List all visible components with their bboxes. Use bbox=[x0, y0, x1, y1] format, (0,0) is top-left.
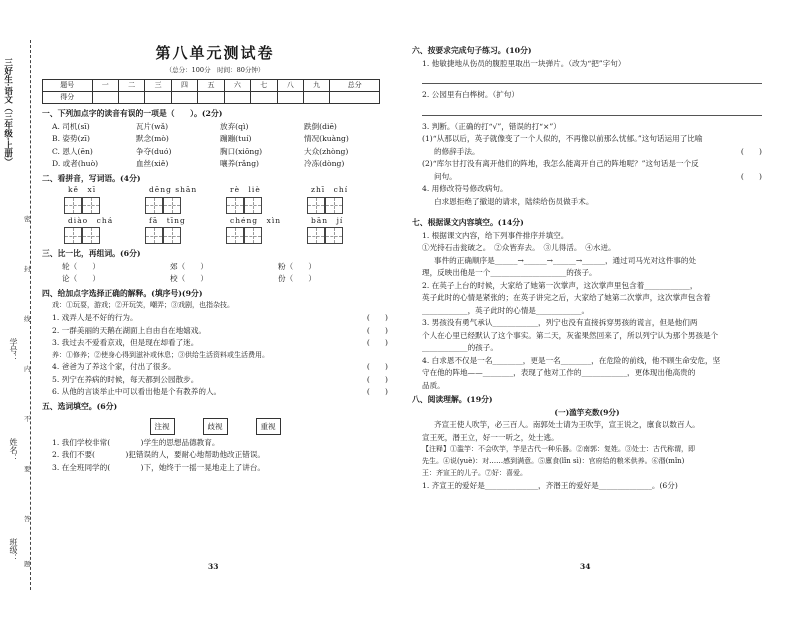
q7-item[interactable]: 2. 在英子上台的时候，大家给了她第一次掌声，这次掌声里包含着____________， bbox=[422, 280, 698, 290]
writing-box[interactable] bbox=[325, 227, 343, 244]
score-header: 三 bbox=[145, 79, 171, 91]
page-title: 第八单元测试卷 bbox=[155, 44, 275, 62]
q6-item: 3. 判断。（正确的打“√”，错误的打“×”） bbox=[422, 121, 561, 131]
answer-paren[interactable]: ( ) bbox=[740, 171, 762, 181]
score-cell[interactable] bbox=[251, 91, 277, 103]
option-cell: 默念(mò) bbox=[136, 134, 169, 144]
q7-text[interactable]: ____________的孩子。 bbox=[422, 343, 498, 353]
q5-item[interactable]: 2. 我们不要( )犯错误的人，要耐心地帮助他改正错误。 bbox=[52, 450, 266, 460]
q1-option-d[interactable] bbox=[42, 159, 388, 168]
item-text: 3. 我过去不爱看京戏，但是现在却看了迷。 bbox=[52, 338, 199, 348]
writing-box[interactable] bbox=[82, 227, 100, 244]
q7-item[interactable]: 3. 男孩没有勇气承认____________，列宁也没有直接拆穿男孩的谎言，但是他们两 bbox=[422, 318, 698, 328]
item-text: 4. 爸爸为了养这个家，付出了很多。 bbox=[52, 362, 176, 372]
option-cell: B. 姿势(zī) bbox=[52, 134, 90, 144]
compare-item[interactable]: 论（ ） bbox=[62, 274, 100, 284]
option-cell: 血丝(xiě) bbox=[136, 159, 169, 169]
passage-title: (一)滥竽充数(9分) bbox=[554, 407, 620, 417]
student-id-field[interactable]: 学号： bbox=[9, 338, 18, 362]
item-text: 2. 一群美丽的天鹅在湖面上自由自在地嬉戏。 bbox=[52, 325, 206, 335]
compare-item[interactable]: 份（ ） bbox=[278, 274, 316, 284]
q4-item bbox=[42, 338, 388, 347]
score-cell[interactable] bbox=[303, 91, 329, 103]
q7-text[interactable]: 事件的正确顺序是______→______→______→______，通过司马光对这件事的处 bbox=[434, 255, 697, 265]
score-cell[interactable] bbox=[198, 91, 224, 103]
seal-char: 密 bbox=[24, 215, 31, 223]
pinyin-row bbox=[42, 216, 388, 244]
option-cell: 争夺(duó) bbox=[136, 146, 172, 156]
passage-note: 【注释】①滥竽：不会吹竽，竽是古代一种乐器。②南郭：复姓。③处士：古代称谓，即 bbox=[422, 445, 695, 454]
pinyin-row bbox=[42, 185, 388, 213]
q7-text[interactable]: 理，反映出他是一个____________________的孩子。 bbox=[422, 268, 597, 278]
q6-judge-text: (1)“从那以后，英子就像变了一个人似的，不再像以前那么忧郁。”这句话运用了比喻 bbox=[422, 134, 703, 144]
left-page bbox=[42, 38, 388, 472]
pinyin-label: kě xī bbox=[68, 185, 97, 195]
spine-title: 三好生·语文（三年级·上册） bbox=[2, 58, 13, 166]
option-cell: 放弃(qì) bbox=[220, 121, 249, 131]
option-cell: C. 恩人(ēn) bbox=[52, 146, 93, 156]
item-text: 6. 从他的言谈举止中可以看出他是个有教养的人。 bbox=[52, 387, 222, 397]
writing-box[interactable] bbox=[64, 197, 82, 214]
class-field[interactable]: 班级： bbox=[9, 538, 18, 562]
option-cell: 瓦片(wǎ) bbox=[136, 121, 169, 131]
answer-paren[interactable]: ( ) bbox=[366, 313, 388, 323]
answer-paren[interactable]: ( ) bbox=[366, 387, 388, 397]
q4-item bbox=[42, 362, 388, 371]
answer-paren[interactable]: ( ) bbox=[740, 146, 762, 156]
writing-box[interactable] bbox=[307, 197, 325, 214]
page-number: 34 bbox=[580, 562, 591, 571]
judge-text: 的修辞手法。 bbox=[434, 146, 480, 156]
writing-box[interactable] bbox=[244, 197, 262, 214]
pinyin-label: chéng xìn bbox=[230, 215, 282, 225]
q1-heading: 一、下列加点字的读音有误的一项是（ ）。(2分) bbox=[42, 108, 223, 118]
q6-sentence[interactable]: 白求恩拒绝了撤退的请求，陆续给伤员做手术。 bbox=[434, 196, 594, 206]
writing-box[interactable] bbox=[64, 227, 82, 244]
q6-item: 2. 公园里有白桦树。（扩句） bbox=[422, 90, 519, 100]
q6-judge-text: (2)“库尔甘打没有离开他们的阵地，我怎么能离开自己的阵地呢？”这句话是一个反 bbox=[422, 159, 699, 169]
score-table bbox=[42, 79, 380, 104]
option-cell: 跌倒(diē) bbox=[304, 121, 337, 131]
pinyin-label: diào chá bbox=[68, 215, 114, 225]
definition-text: 戏：①玩耍，游戏；②开玩笑，嘲弄；③戏剧，也指杂技。 bbox=[52, 301, 234, 310]
score-header: 九 bbox=[303, 79, 329, 91]
q7-events: ①光持石击瓮破之。 ②众皆弃去。 ③儿得活。 ④水迸。 bbox=[422, 243, 616, 253]
writing-box[interactable] bbox=[82, 197, 100, 214]
q4-item bbox=[42, 387, 388, 396]
word-option: 歧视 bbox=[203, 418, 228, 435]
score-row-label: 得分 bbox=[43, 91, 93, 103]
compare-item[interactable]: 校（ ） bbox=[170, 274, 208, 284]
compare-row bbox=[42, 274, 388, 283]
score-cell[interactable] bbox=[92, 91, 118, 103]
answer-paren[interactable]: ( ) bbox=[366, 338, 388, 348]
writing-box[interactable] bbox=[307, 227, 325, 244]
answer-line[interactable] bbox=[422, 104, 762, 116]
word-option: 注视 bbox=[150, 418, 175, 435]
score-header: 一 bbox=[92, 79, 118, 91]
q1-option-a[interactable] bbox=[42, 122, 388, 131]
item-text: 1. 戏弄人是不好的行为。 bbox=[52, 313, 138, 323]
compare-item[interactable]: 粉（ ） bbox=[278, 261, 316, 271]
seal-char: 线 bbox=[24, 315, 31, 323]
q4-item bbox=[42, 375, 388, 384]
option-cell: A. 司机(sī) bbox=[52, 121, 90, 131]
answer-paren[interactable]: ( ) bbox=[366, 374, 388, 384]
q8-question[interactable]: 1. 齐宣王的爱好是______________，齐湣王的爱好是______________。(6分) bbox=[422, 480, 678, 490]
exam-meta: （总分：100分 时间：80分钟） bbox=[165, 65, 265, 74]
option-cell: 嚷养(rǎng) bbox=[220, 159, 260, 169]
writing-box[interactable] bbox=[163, 197, 181, 214]
score-header: 总分 bbox=[330, 79, 380, 91]
q4-heading: 四、给加点字选择正确的解释。(填序号)(9分) bbox=[42, 288, 203, 298]
pinyin-label: fā tīng bbox=[149, 215, 186, 225]
score-header: 题号 bbox=[43, 79, 93, 91]
q1-option-b[interactable] bbox=[42, 134, 388, 143]
q7-text: 个人在心里已经默认了这个事实。第二天，灰雀果然回来了，所以列宁认为那个男孩是个 bbox=[422, 330, 719, 340]
q7-text[interactable]: ____________，英子此时的心情是____________。 bbox=[422, 305, 590, 315]
q6-item: 4. 用修改符号修改病句。 bbox=[422, 184, 508, 194]
q3-heading: 三、比一比，再组词。(6分) bbox=[42, 249, 141, 259]
seal-char: 内 bbox=[24, 365, 31, 373]
score-cell[interactable] bbox=[118, 91, 144, 103]
q6-judge-row bbox=[412, 147, 762, 156]
q4-item bbox=[42, 326, 388, 335]
option-cell: 蹦蹦(tuí) bbox=[220, 134, 252, 144]
q6-heading: 六、按要求完成句子练习。(10分) bbox=[412, 46, 532, 55]
pinyin-label: zhī chí bbox=[311, 185, 349, 195]
answer-line[interactable] bbox=[422, 72, 762, 84]
pinyin-label: dēng shān bbox=[149, 185, 198, 195]
pinyin-label: bān jí bbox=[311, 215, 344, 225]
score-cell[interactable] bbox=[224, 91, 250, 103]
q4-item bbox=[42, 313, 388, 322]
passage-text: 齐宣王使人吹竽，必三百人。南郭处士请为王吹竽，宣王说之，廪食以数百人。 bbox=[434, 420, 700, 430]
score-header: 七 bbox=[251, 79, 277, 91]
q6-item: 1. 他敏捷地从伤员的腹腔里取出一块弹片。（改为“把”字句） bbox=[422, 58, 626, 68]
writing-box[interactable] bbox=[226, 197, 244, 214]
writing-box[interactable] bbox=[145, 197, 163, 214]
score-header: 六 bbox=[224, 79, 250, 91]
writing-box[interactable] bbox=[244, 227, 262, 244]
option-cell: 胸口(xiōng) bbox=[220, 146, 263, 156]
q7-item[interactable]: 4. 白求恩不仅是一名________，更是一名________，在危险的前线，他不顾生命安危，坚 bbox=[422, 355, 721, 365]
q7-text: 英子此时的心情是紧张的；在英子讲完之后，大家给了她第二次掌声，这次掌声包含着 bbox=[422, 293, 711, 303]
q5-item[interactable]: 1. 我们学校非常( )学生的思想品德教育。 bbox=[52, 437, 220, 447]
seal-char: 题 bbox=[24, 560, 31, 568]
option-cell: 情况(kuàng) bbox=[304, 134, 349, 144]
answer-paren[interactable]: ( ) bbox=[366, 325, 388, 335]
q6-judge-row bbox=[412, 172, 762, 181]
option-cell: 大众(zhòng) bbox=[304, 146, 349, 156]
q7-text[interactable]: 守在他的阵地——________，表现了他对工作的____________，更体现出他高贵的 bbox=[422, 368, 696, 378]
student-name-field[interactable]: 姓名： bbox=[9, 438, 18, 462]
q5-heading: 五、选词填空。(6分) bbox=[42, 401, 118, 411]
q5-item[interactable]: 3. 在全班同学的( )下，她终于一摇一晃地走上了讲台。 bbox=[52, 462, 266, 472]
page-number: 33 bbox=[208, 562, 219, 571]
score-cell[interactable] bbox=[330, 91, 380, 103]
score-header: 八 bbox=[277, 79, 303, 91]
compare-item[interactable]: 郊（ ） bbox=[170, 261, 208, 271]
q1-option-c[interactable] bbox=[42, 147, 388, 156]
passage-note: 王：齐宣王的儿子。⑦好：喜爱。 bbox=[422, 468, 527, 477]
pinyin-label: rè liè bbox=[230, 185, 261, 195]
writing-box[interactable] bbox=[163, 227, 181, 244]
seal-char: 不 bbox=[24, 415, 31, 423]
word-option: 重视 bbox=[256, 418, 281, 435]
option-cell: 冷冻(dòng) bbox=[304, 159, 345, 169]
score-cell[interactable] bbox=[171, 91, 197, 103]
score-header: 五 bbox=[198, 79, 224, 91]
answer-paren[interactable]: ( ) bbox=[366, 362, 388, 372]
seal-char: 要 bbox=[24, 465, 31, 473]
option-cell: D. 或者(huò) bbox=[52, 159, 99, 169]
passage-text: 宣王死，湣王立，好一一听之，处士逃。 bbox=[422, 432, 559, 442]
score-cell[interactable] bbox=[145, 91, 171, 103]
score-header: 二 bbox=[118, 79, 144, 91]
writing-box[interactable] bbox=[325, 197, 343, 214]
compare-row bbox=[42, 262, 388, 271]
seal-char: 封 bbox=[24, 265, 31, 273]
score-header: 四 bbox=[171, 79, 197, 91]
q7-item: 1. 根据课文内容，给下列事件排序并填空。 bbox=[422, 230, 569, 240]
judge-text: 问句。 bbox=[434, 171, 457, 181]
seal-char: 答 bbox=[24, 515, 31, 523]
writing-box[interactable] bbox=[226, 227, 244, 244]
q8-heading: 八、阅读理解。(19分) bbox=[412, 395, 493, 405]
passage-note: 先生。④说(yuè)：对……感到满意。⑤廪食(lǐn sì)：官府给的粮米供养。⑥湣(mǐn) bbox=[422, 457, 685, 466]
compare-item[interactable]: 轮（ ） bbox=[62, 261, 100, 271]
definition-text: 养：①修养；②使身心得到滋补或休息；③供给生活资料或生活费用。 bbox=[52, 350, 269, 359]
q7-heading: 七、根据课文内容填空。(14分) bbox=[412, 218, 524, 228]
word-bank bbox=[42, 418, 388, 435]
q7-text: 品质。 bbox=[422, 380, 445, 390]
score-cell[interactable] bbox=[277, 91, 303, 103]
writing-box[interactable] bbox=[145, 227, 163, 244]
right-page bbox=[412, 38, 762, 490]
q2-heading: 二、看拼音，写词语。(4分) bbox=[42, 173, 141, 183]
item-text: 5. 列宁在养病的时候，每天都到公园散步。 bbox=[52, 374, 199, 384]
